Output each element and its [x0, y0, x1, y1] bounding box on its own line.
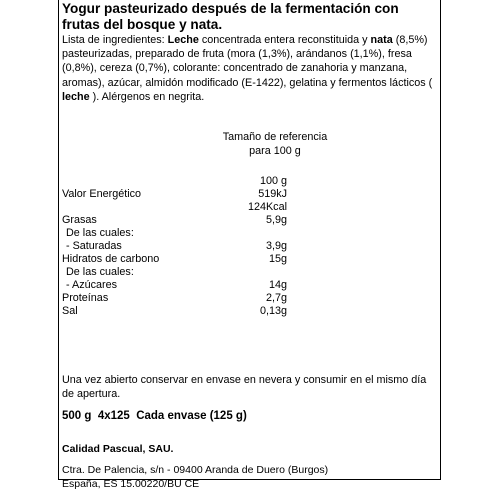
- pack-info: [62, 410, 247, 422]
- allergen-leche: Leche: [167, 34, 199, 46]
- fat-label: Grasas: [62, 214, 97, 226]
- reference-size-line2: para 100 g: [249, 145, 301, 157]
- pack-units: 4x125: [97, 410, 130, 422]
- ingredients-text-part: concentrada entera reconstituida y: [198, 34, 371, 46]
- saturated-label: - Saturadas: [66, 240, 122, 252]
- pack-each: Cada envase (125 g): [136, 410, 247, 422]
- company-registration: España, ES 15.00220/BU CE: [62, 478, 200, 490]
- of-which-label: De las cuales:: [66, 227, 134, 239]
- ingredients-text-part: ). Alérgenos en negrita.: [89, 90, 205, 103]
- pack-weight: 500 g: [62, 410, 92, 422]
- energy-label: Valor Energético: [62, 188, 142, 200]
- company-name: Calidad Pascual, SAU.: [62, 443, 174, 455]
- salt-value: 0,13g: [259, 305, 287, 317]
- energy-kj-value: 519kJ: [258, 188, 287, 200]
- protein-label: Proteínas: [62, 292, 109, 304]
- saturated-value: 3,9g: [265, 240, 287, 252]
- per-100g-header: 100 g: [259, 175, 287, 187]
- of-which-label: De las cuales:: [66, 266, 134, 278]
- reference-size-line1: Tamaño de referencia: [222, 131, 328, 143]
- carbs-label: Hidratos de carbono: [62, 253, 160, 265]
- company-address: Ctra. De Palencia, s/n - 09400 Aranda de Duero (Burgos): [62, 464, 329, 476]
- sugars-value: 14g: [268, 279, 287, 291]
- product-title: Yogur pasteurizado después de la fermentación con frutas del bosque y nata.: [62, 1, 399, 32]
- energy-kcal-value: 124Kcal: [247, 201, 287, 213]
- salt-label: Sal: [62, 305, 78, 317]
- ingredients-text: [62, 33, 440, 104]
- fat-value: 5,9g: [265, 214, 287, 226]
- carbs-value: 15g: [268, 253, 287, 265]
- protein-value: 2,7g: [265, 292, 287, 304]
- sugars-label: - Azúcares: [66, 279, 118, 291]
- storage-instructions: Una vez abierto conservar en envase en nevera y consumir en el mismo día de apertura.: [62, 374, 427, 400]
- reference-size: [200, 130, 350, 158]
- allergen-nata: nata: [370, 34, 393, 46]
- ingredients-text-part: (8,5%) pasteurizadas, preparado de fruta (mora (1,3%), arándanos (1,1%), fresa (0,8%), cereza (0,7%), colorante: concentrado de zanahoria y manzana, aromas), azúcar, almidón modificado (E-1422), gelatina y fermentos lácticos (: [62, 34, 433, 89]
- allergen-leche-2: leche: [62, 90, 90, 103]
- ingredients-text-part: Lista de ingredientes:: [62, 34, 168, 46]
